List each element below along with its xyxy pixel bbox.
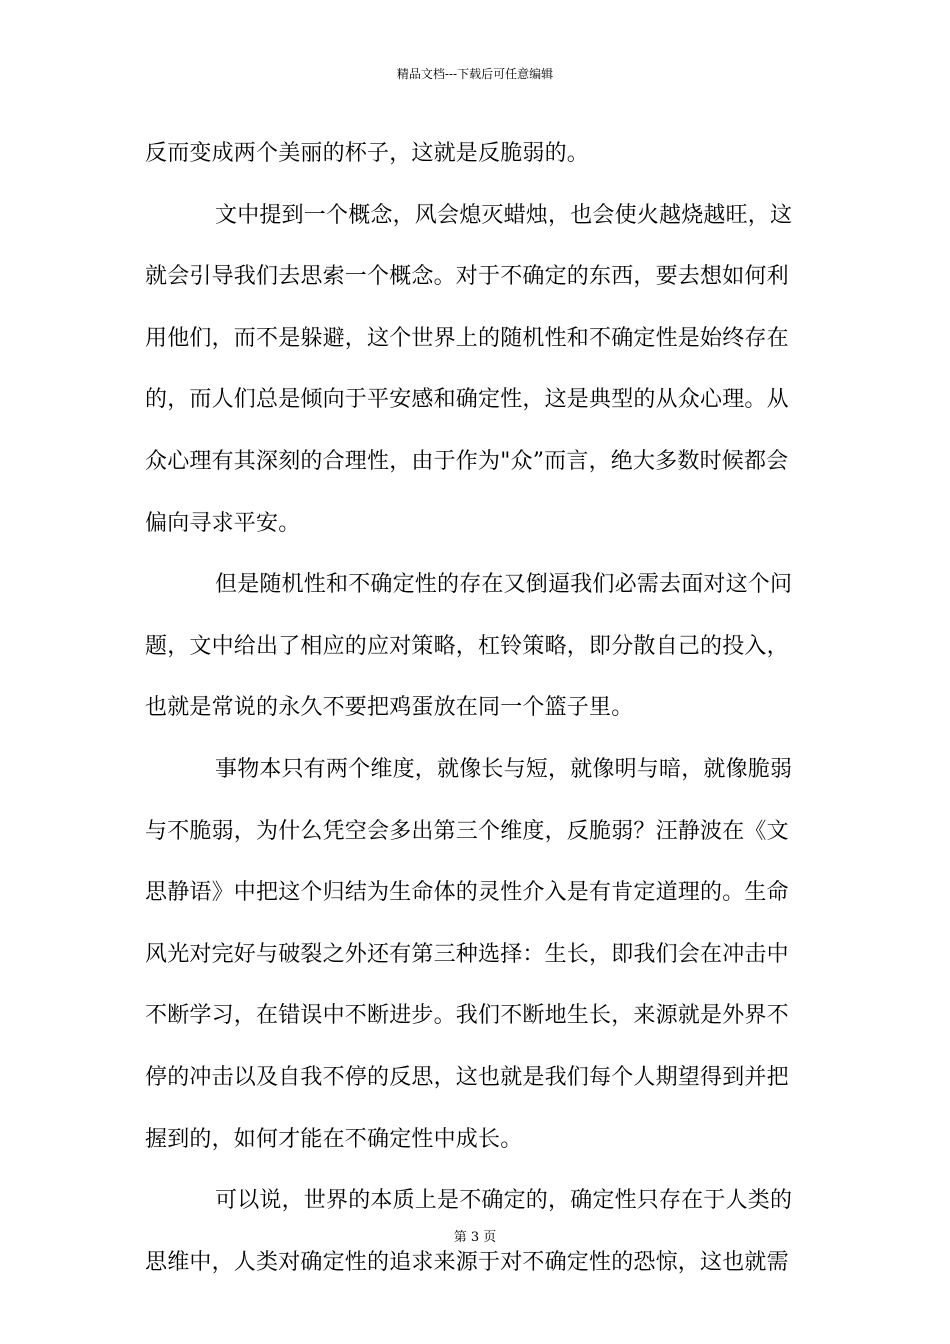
- text-line: 文中提到一个概念，风会熄灭蜡烛，也会使火越烧越旺，这: [215, 202, 793, 228]
- text-line: 与不脆弱，为什么凭空会多出第三个维度，反脆弱？汪静波在《文: [145, 818, 789, 844]
- text-line: 反而变成两个美丽的杯子，这就是反脆弱的。: [145, 141, 590, 166]
- text-line: 偏向寻求平安。: [145, 510, 301, 536]
- text-line: 用他们，而不是躲避，这个世界上的随机性和不确定性是始终存在: [145, 325, 789, 351]
- text-line: 握到的，如何才能在不确定性中成长。: [145, 1126, 523, 1152]
- text-line: 就会引导我们去思索一个概念。对于不确定的东西，要去想如何利: [145, 264, 789, 290]
- document-body: [145, 123, 805, 1293]
- text-line: 题，文中给出了相应的应对策略，杠铃策略，即分散自己的投入，: [145, 633, 789, 659]
- text-line: 思维中，人类对确定性的追求来源于对不确定性的恐惊，这也就需: [145, 1249, 789, 1275]
- text-line: 停的冲击以及自我不停的反思，这也就是我们每个人期望得到并把: [145, 1064, 789, 1090]
- text-line: 可以说，世界的本质上是不确定的，确定性只存在于人类的: [215, 1188, 793, 1214]
- text-line: 但是随机性和不确定性的存在又倒逼我们必需去面对这个问: [215, 572, 793, 598]
- text-line: 也就是常说的永久不要把鸡蛋放在同一个篮子里。: [145, 695, 634, 721]
- text-line: 不断学习，在错误中不断进步。我们不断地生长，来源就是外界不: [145, 1003, 789, 1029]
- page-number: 第 3 页: [453, 1230, 497, 1245]
- page-header: 精品文档---下载后可任意编辑: [396, 67, 554, 81]
- text-line: 众心理有其深刻的合理性，由于作为"众”而言，绝大多数时候都会: [145, 448, 789, 474]
- text-line: 事物本只有两个维度，就像长与短，就像明与暗，就像脆弱: [215, 756, 793, 782]
- text-line: 的，而人们总是倾向于平安感和确定性，这是典型的从众心理。从: [145, 387, 789, 413]
- text-line: 思静语》中把这个归结为生命体的灵性介入是有肯定道理的。生命: [145, 880, 789, 906]
- text-line: 风光对完好与破裂之外还有第三种选择：生长，即我们会在冲击中: [145, 941, 789, 967]
